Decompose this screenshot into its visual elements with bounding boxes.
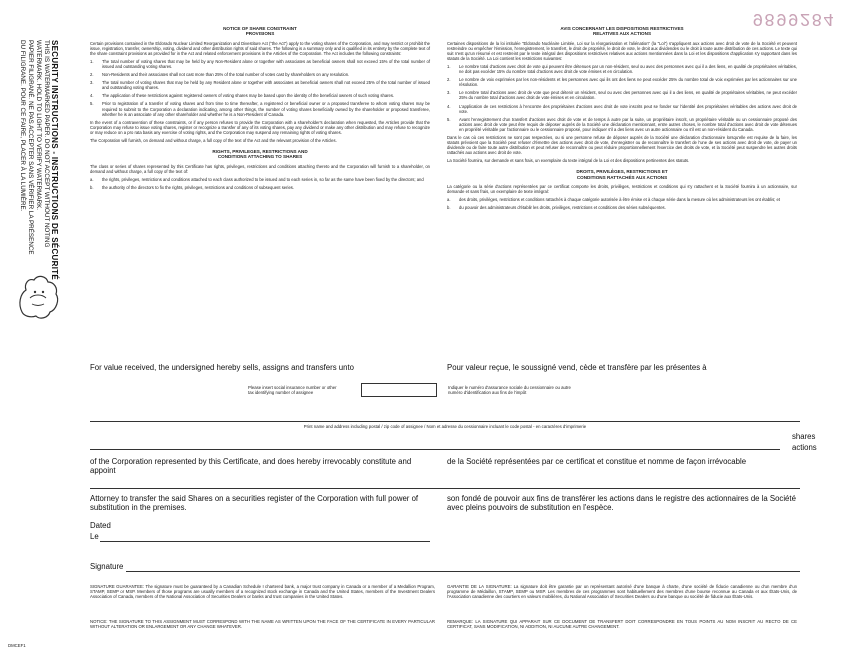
value-received-en: For value received, the undersigned hereby sells, assigns and transfers unto [90,363,354,372]
sin-label-fr: Indiquer le numéro d'assurance sociale du cessionnaire ou autre numéro d'identification aux fins de l'impôt [448,385,571,395]
en-constraint-item: 1. The total number of voting shares that may be held by any Non-Resident alone or together with associates as beneficial owners shall not exceed 15% of the total number of issued and outstanding voting shares. [90,58,430,69]
bull-logo-icon [14,268,62,322]
fr-intro-paragraph: Certaines dispositions de la loi intitulée "Eldorado Nucléaire Limitée, Loi sur la réorganisation et l'aliénation" (la "Loi") s'appliquent aux actions avec droit de vote de la Société et peuvent restreindre ou empêcher l'émission, l'enregistrement, le transfert, le droit de propriété, le droit de vote, le droit aux dividendes ou le droit à toute autre distribution de ces actions. Le texte qui suit n'est qu'un résumé et est restreint par le texte intégral des dispositions restrictives relatives aux actions mentionnées dans la Loi et les dispositions d'application s'y rapportant dans les statuts de la Société. La Loi contient les restrictions suivantes: [447,40,797,61]
fr-furnish-paragraph: La Société fournira, sur demande et sans frais, un exemplaire du texte intégral de la Loi et des dispositions pertinentes des statuts. [447,158,690,164]
en-rights-intro: The class or series of shares represented by this Certificate has rights, privileges, restrictions and conditions attaching thereto and the Corporation will furnish to a shareholder, on demand and without charge, a full copy of the text of: [90,163,430,174]
security-line-1: THIS IS WATERMARKED PAPER. DO NOT ACCEPT WITHOUT NOTING [43,40,50,248]
fr-rights-intro: La catégorie ou la série d'actions représentées par ce certificat comporte les droits, privilèges, restrictions et conditions qui s'y rattachent et la Société fournira à un actionnaire, sur demande et sans frais, un exemplaire de texte intégral: [447,184,797,195]
security-line-4: DU FILIGRANE. POUR CE FAIRE, PLACER À LA LUMIÈRE. [19,40,26,212]
fr-rights-item: a. des droits, privilèges, restrictions et conditions rattachés à chaque catégorie autorisée à être émise et à chaque série dans la mesure où les administrateurs les ont établis; et [447,197,780,203]
signature-label: Signature [90,562,124,571]
fr-contravention-paragraph: Dans le cas où ces restrictions ne sont pas respectées, ou si une personne refuse de déposer auprès de la Société une déclaration d'actionnaire lorsqu'elle est requise de la faire, les statuts prévoient que la Société peut refuser d'émettre des actions avec droit de vote, d'enregistrer ou de reconnaître le transfert de l'une de ses actions avec droit de vote, de payer un dividende ou de faire toute autre distribution et peut refuser de reconnaître ou peut réduire proportionnellement l'exercice des droits de vote, et la Société peut suspendre les autres droits rattachés aux actions avec droit de vote. [447,135,797,156]
sin-label-en: Please insert social insurance number or other tax identifying number of assignee [248,385,337,395]
fr-heading-share-constraint: AVIS CONCERNANT LES DISPOSITIONS RESTRICTIVES RELATIVES AUX ACTIONS [560,26,684,37]
security-strip [0,0,72,657]
print-name-caption: Print name and address including postal / zip code of assignee / Nom et adresse du cessionnaire incluant le code postal - en caractères d'imprimerie [303,424,587,429]
serial-number: 9899284 [752,8,835,28]
fr-constraint-item: 1. Le nombre total d'actions avec droit de vote qui peuvent être détenues par un non-résident, seul ou avec des personnes avec qui il a des liens, en qualité de propriétaires véritables, ne doit pas excéder 15% du nombre total d'actions avec droit de vote émises et en circulation. [447,63,797,75]
assignee-name-line[interactable] [90,421,800,422]
en-contravention-paragraph: In the event of a contravention of these constraints, or if any person refuses to provide the Corporation with a shareholder's declaration when requested, the Articles provide that the Corporation may refuse to issue voting shares, register or recognize a transfer of any of its voting shares, pay any dividend or make any other distribution and may refuse to recognize or may reduce on a pro rata basis any exercise of voting rights, and the Corporation may suspend any remaining rights of voting shares. [90,119,430,135]
dated-label: Dated [90,521,111,530]
shares-count-line[interactable] [90,449,780,450]
attorney-text-en: Attorney to transfer the said Shares on a securities register of the Corporation with full power of substitution in the premises. [90,494,419,512]
attorney-text-fr: son fondé de pouvoir aux fins de transférer les actions dans le registre des actionnaires de la Société avec pleins pouvoirs de substitution en l'espèce. [447,494,796,512]
security-instructions [18,40,59,281]
value-received-fr: Pour valeur reçue, le soussigné vend, cède et transfère par les présentes à [447,363,707,372]
fr-constraint-item: 5. Avant l'enregistrement d'un transfert d'actions avec droit de vote et de temps à autre par la suite, un propriétaire inscrit, un propriétaire véritable ou un cessionnaire proposé des actions avec droit de vote peut être requis de déposer auprès de la Société une déclaration mentionnant, entre autres choses, le nombre total d'actions avec droit de vote détenues en propriété véritable par l'actionnaire ou le cessionnaire proposé, pour indiquer s'il a des liens avec un autre actionnaire ou s'il est un non-résident du Canada. [447,116,797,132]
fr-constraint-item: 3. Le nombre total d'actions avec droit de vote que peut détenir un résident, seul ou avec des personnes avec qui il a des liens, en qualité de propriétaires véritables, ne peut excéder 25% du nombre total d'actions avec droit de vote émises et en circulation. [447,90,797,101]
signature-guarantee-fr: GARANTIE DE LA SIGNATURE: La signature doit être garantie par un représentant autorisé d'une banque à charte, d'une société de fiducie canadienne ou d'un membre d'un programme de Médaillon, STAMP, SEMP ou MSP. Les membres de ces programmes sont habituellement des membres d'une bourse reconnue au Canada et aux États-Unis, de l'Association canadienne des courtiers en valeurs mobilières, du National Association of Securities Dealers ou d'une banque ou société de fiducie aux États-Unis. [447,584,797,599]
date-line[interactable] [100,541,430,542]
en-rights-item: a. the rights, privileges, restrictions and conditions attached to each class authorized to be issued and to each series in, so far as the same have been fixed by the directors; and [90,176,424,182]
corporation-text-fr: de la Société représentées par ce certificat et constitue et nomme de façon irrévocable [447,457,747,466]
signature-guarantee-en: SIGNATURE GUARANTEE: The signature must be guaranteed by a Canadian Schedule I chartered bank, a major trust company in Canada or a member of a Medallion Program, STAMP, SEMP or MSP. Members of those programs are usually members of a recognized stock exchange in Canada and the United States, members of the Investment Dealers Association of Canada, members of the National Association of Securities Dealers or banks and trust companies in the United States. [90,584,435,599]
english-notice-column [90,26,430,193]
fr-constraint-item: 4. L'application de ces restrictions à l'encontre des propriétaires d'actions avec droit de vote inscrits peut se fonder sur l'identité des propriétaires véritables des actions avec droit de vote. [447,103,797,114]
en-constraint-item: 3. The total number of voting shares that may be held by any Resident alone or together with associates as beneficial owners shall not exceed 25% of the total number of issued and outstanding voting shares. [90,80,430,91]
shares-label: shares [792,432,816,441]
fr-constraint-item: 2. Le nombre de voix exprimées par les non-résidents et les personnes avec qui ils ont des liens ne peut excéder 25% du nombre total de voix exprimées par les actionnaires sur une résolution. [447,77,797,88]
corporation-text-en: of the Corporation represented by this Certificate, and does hereby irrevocably constitute and appoint [90,457,412,475]
notice-fr: REMARQUE: LA SIGNATURE QUI APPARAIT SUR CE DOCUMENT DE TRANSFERT DOIT CORRESPONDRE EN TOUS POINTS AU NOM INSCRIT AU RECTO DE CE CERTIFICAT, SANS MODIFICATION, NI ADDITION, NI AUCUNE AUTRE CHANGEMENT. [447,619,797,629]
en-intro-paragraph: Certain provisions contained in the Eldorado Nuclear Limited Reorganization and Divestiture Act ("the Act") apply to the voting shares of the Corporation, and may restrict or prohibit the issue, registration, transfer, ownership, voting, dividend and other distribution rights of said shares. The following is a summary only and is qualified in its entirety by the complete text of the share constraint provisions as provided for in the Act and related enforcement provisions in the Articles of the Corporation. The Act includes the following constraints: [90,40,431,56]
en-constraint-item: 2. Non-Residents and their associates shall not cast more than 25% of the total number of votes cast by shareholders on any resolution. [90,72,350,78]
form-code: DMCEF1 [8,643,26,648]
fr-rights-item: b. du pouvoir des administrateurs d'établir les droits, privilèges, restrictions et conditions des séries subséquentes. [447,205,666,211]
en-constraint-item: 5. Prior to registration of a transfer of voting shares and from time to time thereafter, a registered or beneficial owner or a proposed transferee to whom voting shares may be required to submit to the Corporation a declaration indicating, among other things, the number of voting shares beneficially owned by the shareholder or proposed transferee, whether he is an associate of any other shareholder and whether he is a Non-Resident of Canada. [90,101,430,117]
actions-label: actions [792,443,817,452]
french-notice-column [447,26,797,213]
en-heading-rights: RIGHTS, PRIVILEGES, RESTRICTIONS AND CONDITIONS ATTACHING TO SHARES [212,149,308,160]
en-rights-item: b. the authority of the directors to fix the rights, privileges, restrictions and conditions of subsequent series. [90,184,295,190]
security-title: SECURITY INSTRUCTIONS - INSTRUCTIONS DE SÉCURITÉ [50,40,59,281]
le-label: Le [90,532,99,541]
notice-en: NOTICE: THE SIGNATURE TO THIS ASSIGNMENT MUST CORRESPOND WITH THE NAME AS WRITTEN UPON THE FACE OF THE CERTIFICATE IN EVERY PARTICULAR WITHOUT ALTERATION OR ENLARGEMENT OR ANY CHANGE WHATEVER. [90,619,435,629]
en-constraint-item: 4. The application of these restrictions against registered owners of voting shares may be based upon the identity of the beneficial owners of such voting shares. [90,93,395,99]
fr-heading-rights: DROITS, PRIVILÈGES, RESTRICTIONS ET CONDITIONS RATTACHÉS AUX ACTIONS [576,169,668,180]
en-heading-share-constraint: NOTICE OF SHARE CONSTRAINT PROVISIONS [223,26,297,37]
attorney-name-line[interactable] [90,488,800,489]
security-line-3: PAPIER FILIGRANÉ. NE PAS ACCEPTER SANS VÉRIFIER LA PRÉSENCE [27,40,34,255]
en-furnish-paragraph: The Corporation will furnish, on demand and without charge, a full copy of the text of the Act and the relevant provision of the Articles. [90,138,337,143]
signature-line[interactable] [126,571,800,572]
sin-input-box[interactable] [361,383,437,397]
security-line-2: WATERMARK. HOLD TO LIGHT TO VERIFY WATERMARK. [35,40,42,211]
